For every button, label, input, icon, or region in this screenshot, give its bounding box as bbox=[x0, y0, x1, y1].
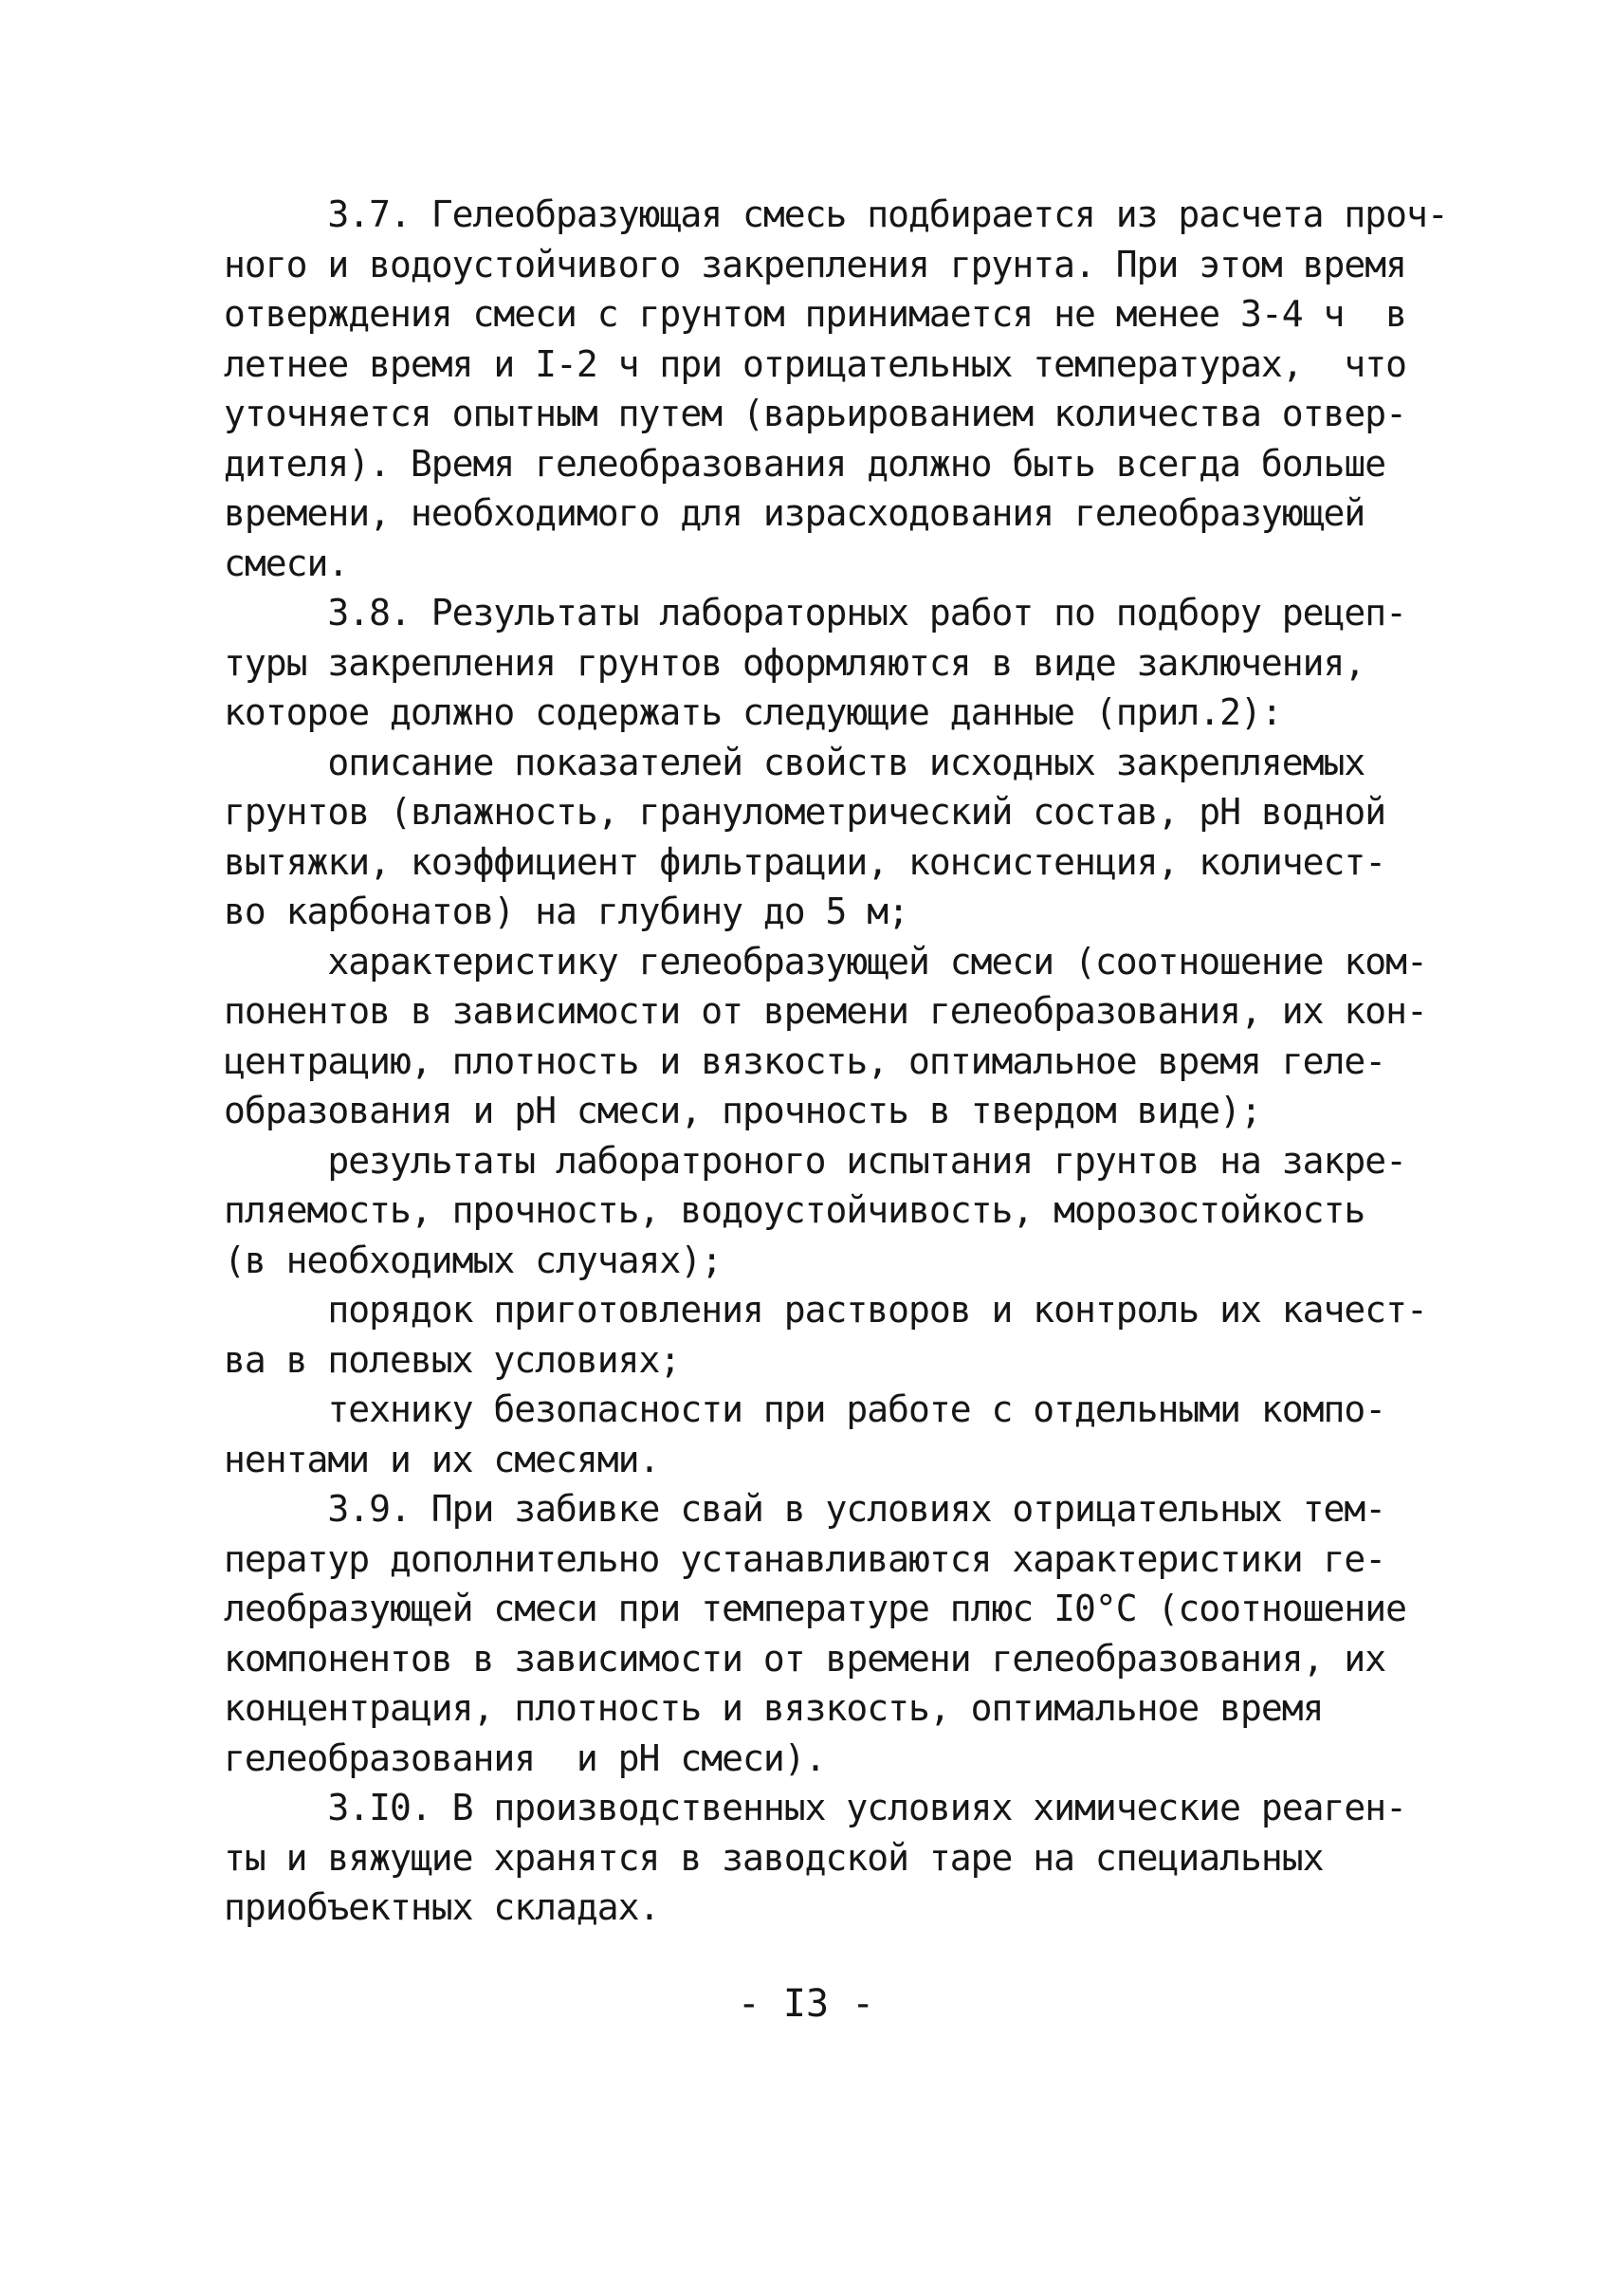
text-line: 3.9. При забивке свай в условиях отрицательных тем- bbox=[224, 1488, 1386, 1530]
text-line: компонентов в зависимости от времени гелеобразования, их bbox=[224, 1637, 1386, 1680]
text-line: пляемость, прочность, водоустойчивость, морозостойкость bbox=[224, 1189, 1365, 1231]
text-line: концентрация, плотность и вязкость, оптимальное время bbox=[224, 1687, 1324, 1729]
text-line: ва в полевых условиях; bbox=[224, 1338, 681, 1381]
text-line: отверждения смеси с грунтом принимается не менее 3-4 ч в bbox=[224, 293, 1407, 335]
text-line: времени, необходимого для израсходования гелеобразующей bbox=[224, 492, 1365, 534]
text-line: гелеобразования и рН смеси). bbox=[224, 1736, 826, 1779]
text-line: во карбонатов) на глубину до 5 м; bbox=[224, 891, 908, 932]
text-line: уточняется опытным путем (варьированием количества отвер- bbox=[224, 393, 1407, 434]
text-line: понентов в зависимости от времени гелеобразования, их кон- bbox=[224, 990, 1427, 1032]
text-line: туры закрепления грунтов оформляются в виде заключения, bbox=[224, 641, 1365, 684]
text-line: (в необходимых случаях); bbox=[224, 1239, 723, 1281]
text-line: приобъектных складах. bbox=[224, 1886, 660, 1928]
text-line: 3.8. Результаты лабораторных работ по подбору рецеп- bbox=[224, 592, 1407, 634]
text-line: ты и вяжущие хранятся в заводской таре на специальных bbox=[224, 1836, 1324, 1879]
text-line: ператур дополнительно устанавливаются характеристики ге- bbox=[224, 1537, 1386, 1580]
text-line: нентами и их смесями. bbox=[224, 1438, 660, 1480]
text-line: технику безопасности при работе с отдельными компо- bbox=[224, 1388, 1386, 1430]
body-text bbox=[224, 190, 1456, 1933]
text-line: которое должно содержать следующие данные (прил.2): bbox=[224, 691, 1282, 733]
text-line: 3.I0. В производственных условиях химические реаген- bbox=[224, 1787, 1407, 1828]
text-line: леобразующей смеси при температуре плюс I0°С (соотношение bbox=[224, 1588, 1407, 1629]
text-line: летнее время и I-2 ч при отрицательных температурах, что bbox=[224, 342, 1407, 385]
text-line: вытяжки, коэффициент фильтрации, консистенция, количест- bbox=[224, 840, 1386, 883]
text-line: порядок приготовления растворов и контроль их качест- bbox=[224, 1289, 1427, 1331]
text-line: характеристику гелеобразующей смеси (соотношение ком- bbox=[224, 940, 1427, 983]
page-number: - I3 - bbox=[737, 1982, 875, 2026]
text-line: грунтов (влажность, гранулометрический состав, рН водной bbox=[224, 791, 1386, 833]
text-line: дителя). Время гелеобразования должно быть всегда больше bbox=[224, 442, 1386, 485]
text-line: результаты лабоpатроного испытания грунтов на закре- bbox=[224, 1139, 1407, 1182]
text-line: центрацию, плотность и вязкость, оптимальное время геле- bbox=[224, 1039, 1386, 1082]
text-line: смеси. bbox=[224, 542, 349, 584]
text-line: образования и рН смеси, прочность в твердом виде); bbox=[224, 1090, 1261, 1131]
text-line: ного и водоустойчивого закрепления грунта. При этом время bbox=[224, 243, 1407, 285]
text-line: 3.7. Гелеобразующая смесь подбирается из расчета проч- bbox=[224, 193, 1448, 235]
text-line: описание показателей свойств исходных закрепляемых bbox=[224, 741, 1365, 783]
